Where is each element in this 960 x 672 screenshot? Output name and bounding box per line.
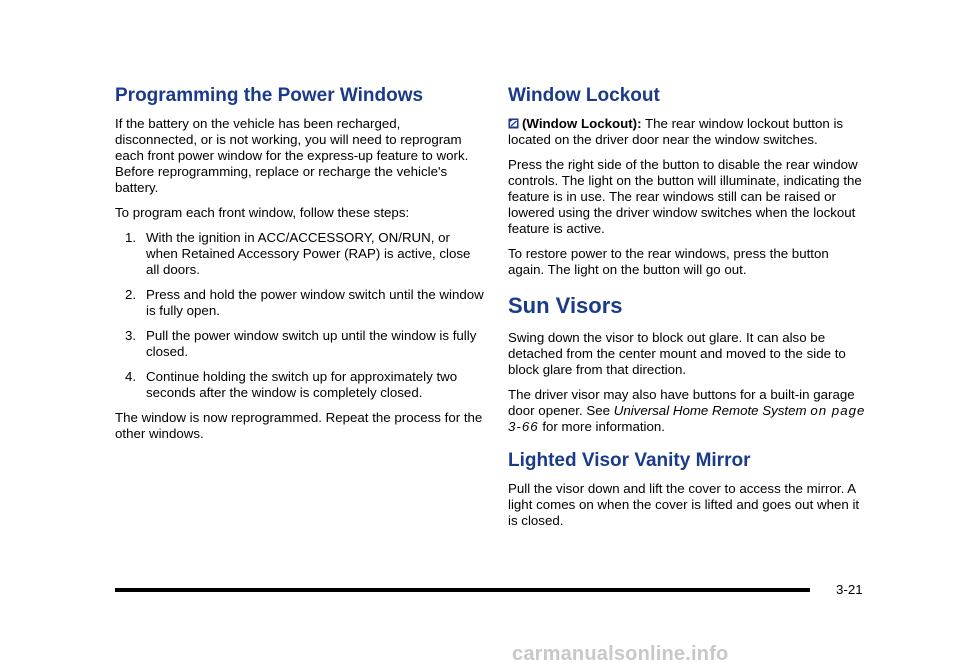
lockout-p2: Press the right side of the button to disable the rear window controls. The light on the button will illuminate, indicating the feature is in use. The rear windows still can be raised or lowered using the driver window switches when the lockout feature is active. [508, 157, 862, 236]
page-number: 3-21 [836, 582, 863, 597]
window-lockout-icon [508, 117, 519, 128]
sun-visors-heading: Sun Visors [508, 293, 623, 318]
steps-list [115, 230, 485, 401]
programming-heading: Programming the Power Windows [115, 85, 424, 106]
lockout-p1: (Window Lockout): The rear window lockout button is located on the driver door near the window switches. [508, 116, 844, 147]
programming-outro: The window is now reprogrammed. Repeat the process for the other windows. [115, 410, 483, 441]
page-reference-link[interactable]: on page 3-66 [508, 403, 866, 434]
vanity-mirror-p1: Pull the visor down and lift the cover to access the mirror. A light comes on when the cover is lifted and goes out when it is closed. [508, 481, 860, 528]
sun-visors-p2: The driver visor may also have buttons for a built-in garage door opener. See Universal Home Remote System on page 3-66 for more information. [508, 387, 866, 434]
universal-home-remote-link[interactable]: Universal Home Remote System [613, 403, 807, 418]
steps-intro: To program each front window, follow these steps: [115, 205, 410, 220]
watermark: carmanualsonline.info [512, 643, 729, 665]
window-lockout-heading: Window Lockout [508, 85, 660, 106]
lockout-p3: To restore power to the rear windows, press the button again. The light on the button will go out. [508, 246, 829, 277]
programming-intro: If the battery on the vehicle has been recharged, disconnected, or is not working, you will need to reprogram each front power window for the express-up feature to work. Before reprogramming, replace or recharge the vehicle's battery. [115, 116, 469, 195]
list-item: 3. Pull the power window switch up until the window is fully closed. [125, 328, 477, 359]
list-item: 2. Press and hold the power window switch until the window is fully open. [125, 287, 484, 318]
left-column [115, 84, 485, 451]
footer-rule [115, 588, 810, 592]
list-item: 1. With the ignition in ACC/ACCESSORY, ON/RUN, or when Retained Accessory Power (RAP) is active, close all doors. [125, 230, 471, 277]
list-item: 4. Continue holding the switch up for approximately two seconds after the window is completely closed. [125, 369, 458, 400]
vanity-mirror-heading: Lighted Visor Vanity Mirror [508, 450, 751, 471]
sun-visors-p1: Swing down the visor to block out glare. It can also be detached from the center mount and moved to the side to block glare from that direction. [508, 330, 846, 377]
right-column [508, 84, 868, 538]
